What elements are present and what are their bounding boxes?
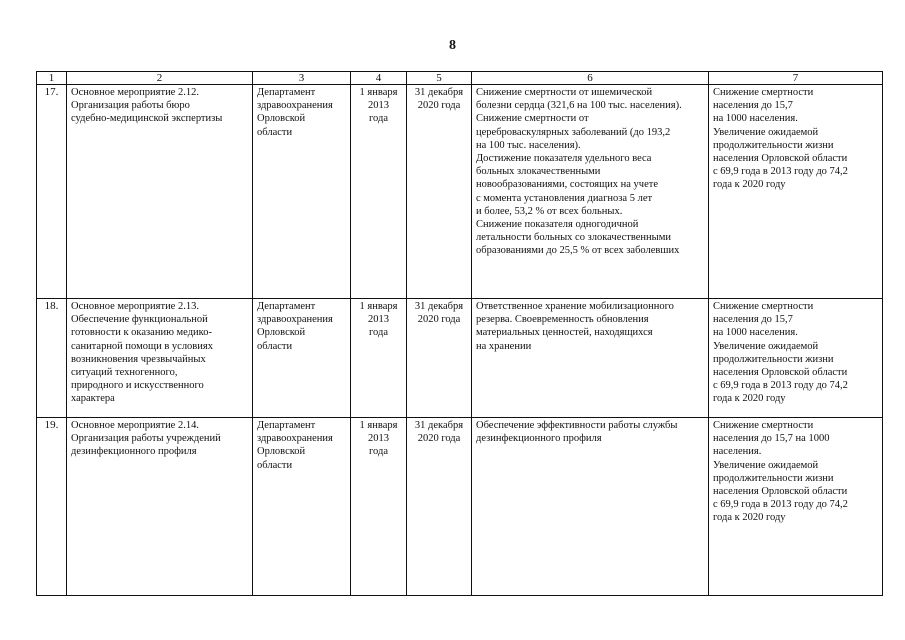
link-line: населения до 15,7 на 1000 [713,433,830,445]
event-cell [67,418,253,596]
result-line: болезни сердца (321,6 на 100 тыс. населения). [476,100,682,112]
event-line: Основное мероприятие 2.13. [71,301,199,312]
executor-line: Орловской [257,327,306,339]
result-line: Ответственное хранение мобилизационного [476,301,674,312]
table-row [37,299,883,418]
event-cell [67,85,253,299]
executor-line: Департамент [257,87,316,98]
end-date-cell [407,418,472,596]
start-date-line: года [369,446,388,458]
executor-line: Орловской [257,446,306,458]
event-line: судебно-медицинской экспертизы [71,113,223,125]
start-date-cell [351,85,407,299]
row-number: 18. [37,299,67,418]
end-date-line: 31 декабря [414,301,464,312]
link-line: года к 2020 году [713,512,786,524]
start-date-line: 1 января [359,301,398,312]
link-line: населения до 15,7 [713,314,793,326]
row-number: 19. [37,418,67,596]
start-date-cell [351,299,407,418]
link-line: населения. [713,446,762,458]
event-line: характера [71,393,115,405]
result-cell [472,418,709,596]
start-date-line: 2013 [368,433,389,445]
column-number: 6 [472,72,709,85]
link-line: на 1000 населения. [713,327,798,339]
executor-cell [253,299,351,418]
end-date-line: 31 декабря [414,420,464,431]
event-line: Основное мероприятие 2.14. [71,420,199,431]
result-line: новообразованиями, состоящих на учете [476,179,658,191]
end-date-line: 2020 года [417,314,461,326]
result-line: образованиями до 25,5 % от всех заболевших [476,245,680,257]
event-line: ситуаций техногенного, [71,367,178,379]
link-line: Увеличение ожидаемой [713,459,819,471]
event-line: Обеспечение функциональной [71,314,208,326]
result-line: дезинфекционного профиля [476,433,602,445]
result-line: материальных ценностей, находящихся [476,327,653,339]
start-date-line: 2013 [368,314,389,326]
event-line: дезинфекционного профиля [71,446,197,458]
column-number: 3 [253,72,351,85]
result-line: Снижение смертности от [476,113,589,125]
end-date-line: 31 декабря [414,87,464,98]
end-date-cell [407,85,472,299]
result-line: Обеспечение эффективности работы службы [476,420,678,431]
result-line: больных злокачественными [476,166,601,178]
executor-cell [253,418,351,596]
result-line: и более, 53,2 % от всех больных. [476,205,623,217]
link-line: населения до 15,7 [713,100,793,112]
link-line: продолжительности жизни [713,139,834,151]
result-line: с момента установления диагноза 5 лет [476,192,653,204]
event-line: Основное мероприятие 2.12. [71,87,199,98]
link-line: Снижение смертности [713,301,814,312]
result-line: резерва. Своевременность обновления [476,314,649,326]
start-date-cell [351,418,407,596]
link-cell [709,418,883,596]
result-line: на 100 тыс. населения). [476,139,581,151]
executor-cell [253,85,351,299]
row-number: 17. [37,85,67,299]
link-line: продолжительности жизни [713,353,834,365]
table-row [37,85,883,299]
column-number-row [37,72,883,85]
result-line: на хранении [476,340,532,352]
result-line: Снижение показателя одногодичной [476,219,639,231]
executor-line: здравоохранения [257,100,333,112]
column-number: 2 [67,72,253,85]
link-line: населения Орловской области [713,367,848,379]
link-line: года к 2020 году [713,179,786,191]
executor-line: здравоохранения [257,433,333,445]
link-cell [709,85,883,299]
executor-line: области [257,126,293,138]
link-line: продолжительности жизни [713,472,834,484]
column-number: 7 [709,72,883,85]
link-line: года к 2020 году [713,393,786,405]
event-cell [67,299,253,418]
start-date-line: года [369,327,388,339]
program-table [36,71,883,596]
executor-line: Орловской [257,113,306,125]
link-line: Снижение смертности [713,87,814,98]
page-number: 8 [449,38,456,53]
end-date-line: 2020 года [417,433,461,445]
result-line: Достижение показателя удельного веса [476,153,652,165]
link-line: населения Орловской области [713,153,848,165]
event-line: возникновения чрезвычайных [71,353,206,365]
link-line: с 69,9 года в 2013 году до 74,2 [713,380,848,392]
link-line: Снижение смертности [713,420,814,431]
event-line: Организация работы учреждений [71,433,221,445]
result-line: цереброваскулярных заболеваний (до 193,2 [476,126,671,138]
start-date-line: 1 января [359,87,398,98]
link-line: с 69,9 года в 2013 году до 74,2 [713,166,848,178]
executor-line: области [257,459,293,471]
executor-line: здравоохранения [257,314,333,326]
link-line: на 1000 населения. [713,113,798,125]
event-line: санитарной помощи в условиях [71,340,213,352]
table-row [37,418,883,596]
result-cell [472,299,709,418]
link-line: с 69,9 года в 2013 году до 74,2 [713,499,848,511]
link-line: населения Орловской области [713,486,848,498]
end-date-cell [407,299,472,418]
link-line: Увеличение ожидаемой [713,126,819,138]
start-date-line: года [369,113,388,125]
start-date-line: 1 января [359,420,398,431]
event-line: природного и искусственного [71,380,204,392]
event-line: готовности к оказанию медико- [71,327,212,339]
result-line: летальности больных со злокачественными [476,232,671,244]
column-number: 5 [407,72,472,85]
result-line: Снижение смертности от ишемической [476,87,653,98]
executor-line: области [257,340,293,352]
executor-line: Департамент [257,301,316,312]
column-number: 4 [351,72,407,85]
link-cell [709,299,883,418]
result-cell [472,85,709,299]
link-line: Увеличение ожидаемой [713,340,819,352]
event-line: Организация работы бюро [71,100,190,112]
start-date-line: 2013 [368,100,389,112]
end-date-line: 2020 года [417,100,461,112]
column-number: 1 [37,72,67,85]
executor-line: Департамент [257,420,316,431]
